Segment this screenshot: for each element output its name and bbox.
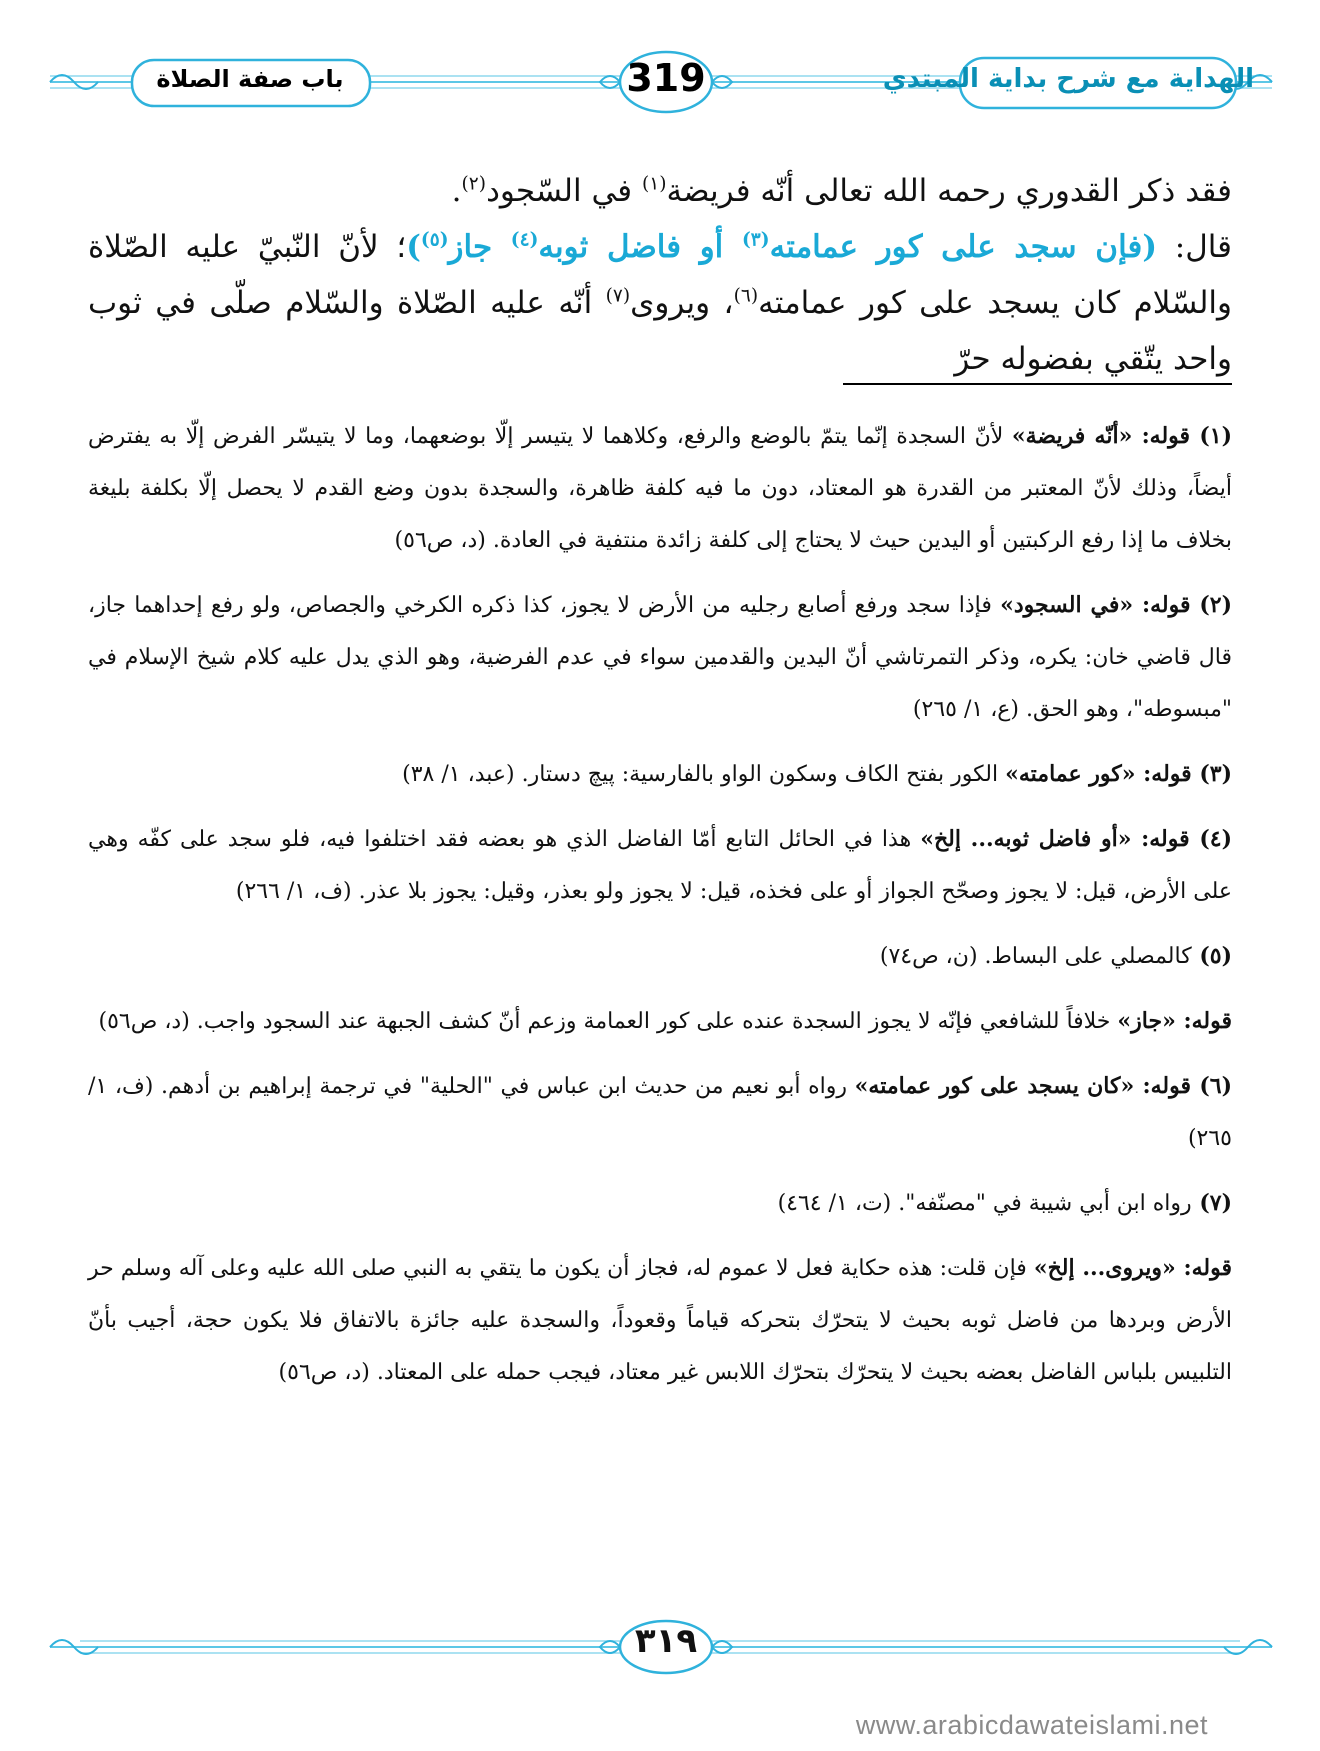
footnote-text: لأنّ السجدة إنّما يتمّ بالوضع والرفع، وكلاهما لا يتيسر إلّا بوضعهما، وما لا يتيسّر الفرض إلّا به يفترض أيضاً، وذلك لأنّ المعتبر من القدرة هو المعتاد، دون ما فيه كلفة ظاهرة، والسجدة بدون وضع القدم لا يحصل إلّا بكلفة بليغة بخلاف ما إذا رفع الركبتين أو اليدين حيث لا يحتاج إلى كلفة زائدة منتفية في العادة. (د، ص٥٦)	[88, 424, 1232, 553]
footnote-head: قوله: «أو فاضل ثوبه... إلخ»	[920, 826, 1190, 852]
main-line-1	[88, 163, 1232, 219]
footnote-number: (٢)	[1190, 592, 1232, 618]
main-text-segment: فقد ذكر القدوري رحمه الله تعالى أنّه فريضة	[666, 173, 1232, 209]
footnote-head: قوله: «جاز»	[1117, 1008, 1232, 1034]
footnote-1	[88, 410, 1232, 567]
footnote-number: (٦)	[1191, 1073, 1232, 1099]
page-number-top: 319	[626, 56, 706, 100]
footnote-ref-5: (٥)	[420, 229, 449, 251]
footnote-head: قوله: «كان يسجد على كور عمامته»	[854, 1073, 1192, 1099]
main-text-segment: أنّه عليه الصّلاة والسّلام صلّى في ثوب واحد يتّقي بفضوله حرّ	[88, 285, 1232, 377]
page-footer	[40, 1617, 1280, 1677]
footnotes	[88, 410, 1232, 1411]
footnote-ref-2: (٢)	[461, 173, 487, 195]
page-number-bottom: ٣١٩	[634, 1621, 698, 1661]
footnote-5	[88, 930, 1232, 983]
quoted-matn: (فإن سجد على كور عمامته	[769, 229, 1158, 265]
footnote-text: رواه ابن أبي شيبة في "مصنّفه". (ت، ١/ ٤٦٤)	[777, 1191, 1192, 1216]
footnote-head: قوله: «أنّه فريضة»	[1011, 423, 1191, 449]
footnote-6	[88, 1060, 1232, 1165]
footnote-text: الكور بفتح الكاف وسكون الواو بالفارسية: پيچ دستار. (عبد، ١/ ٣٨)	[402, 762, 1006, 787]
footnote-2	[88, 579, 1232, 736]
footnote-number: (١)	[1190, 423, 1232, 449]
footnote-ref-4: (٤)	[510, 229, 539, 251]
footnote-number: (٧)	[1191, 1190, 1232, 1216]
main-text	[88, 163, 1232, 387]
page-header	[40, 46, 1280, 118]
footnote-head: قوله: «ويروى... إلخ»	[1033, 1255, 1233, 1281]
footnote-number: (٣)	[1191, 761, 1232, 787]
footnote-ref-3: (٣)	[741, 229, 770, 251]
footnote-5-addendum	[88, 995, 1232, 1048]
footnote-4	[88, 813, 1232, 918]
website-url[interactable]: www.arabicdawateislami.net	[855, 1710, 1208, 1740]
footnote-3	[88, 748, 1232, 801]
footnote-divider	[843, 383, 1232, 385]
quoted-matn: أو فاضل ثوبه	[538, 229, 742, 265]
main-text-segment: ؛ لأنّ النّبيّ عليه الصّلاة والسّلام كان يسجد على كور عمامته	[88, 229, 1232, 321]
footnote-ref-7: (٧)	[605, 285, 631, 307]
footnote-7	[88, 1177, 1232, 1230]
main-text-segment: قال:	[1157, 229, 1232, 265]
footnote-number: (٤)	[1189, 826, 1232, 852]
chapter-title: باب صفة الصلاة	[156, 65, 344, 93]
quoted-matn: جاز	[448, 229, 511, 265]
quoted-matn: )	[406, 229, 421, 265]
footnote-text: رواه أبو نعيم من حديث ابن عباس في "الحلية" في ترجمة إبراهيم بن أدهم. (ف، ١/ ٢٦٥)	[88, 1074, 1232, 1151]
footnote-ref-6: (٦)	[733, 285, 759, 307]
book-title: الهداية مع شرح بداية المبتدي	[882, 64, 1254, 94]
footnote-ref-1: (١)	[641, 173, 667, 195]
footnote-text: فإذا سجد ورفع أصابع رجليه من الأرض لا يجوز، كذا ذكره الكرخي والجصاص، ولو رفع إحداهما جاز، قال قاضي خان: يكره، وذكر التمرتاشي أنّ اليدين والقدمين سواء في عدم الفرضية، وهو الذي يدل عليه كلام شيخ الإسلام في "مبسوطه"، وهو الحق. (ع، ١/ ٢٦٥)	[88, 593, 1232, 722]
main-text-segment: .	[451, 173, 462, 209]
footnote-text: كالمصلي على البساط. (ن، ص٧٤)	[879, 944, 1192, 969]
footnote-text: هذا في الحائل التابع أمّا الفاضل الذي هو بعضه فقد اختلفوا فيه، فلو سجد على كفّه وهي على الأرض، قيل: لا يجوز وصحّح الجواز أو على فخذه، قيل: لا يجوز ولو بعذر، وقيل: يجوز بلا عذر. (ف، ١/ ٢٦٦)	[88, 827, 1232, 904]
footnote-head: قوله: «في السجود»	[1000, 592, 1191, 618]
main-paragraph-2	[88, 219, 1232, 387]
footnote-head: قوله: «كور عمامته»	[1005, 761, 1192, 787]
footnote-text: فإن قلت: هذه حكاية فعل لا عموم له، فجاز أن يكون ما يتقي به النبي صلى الله عليه وعلى آله وسلم حر الأرض وبردها من فاضل ثوبه بحيث لا يتحرّك بتحركه قياماً وقعوداً، والسجدة عليه جائزة بالاتفاق فلا يكون حجة، أجيب بأنّ التلبيس بلباس الفاضل بعضه بحيث لا يتحرّك بتحرّك اللابس غير معتاد، فيجب حمله على المعتاد. (د، ص٥٦)	[88, 1256, 1232, 1385]
main-text-segment: ، ويروى	[630, 285, 734, 321]
footnote-number: (٥)	[1191, 943, 1232, 969]
footnote-7-addendum	[88, 1242, 1232, 1399]
footnote-text: خلافاً للشافعي فإنّه لا يجوز السجدة عنده على كور العمامة وزعم أنّ كشف الجبهة عند السجود واجب. (د، ص٥٦)	[98, 1009, 1118, 1034]
main-text-segment: في السّجود	[486, 173, 642, 209]
